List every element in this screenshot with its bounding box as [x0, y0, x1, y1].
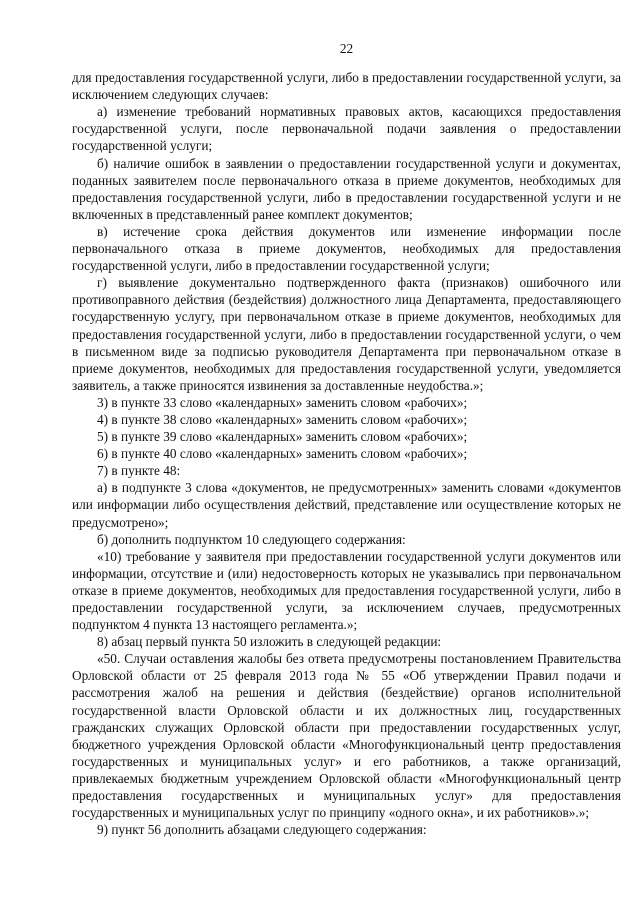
paragraph: а) изменение требований нормативных правовых актов, касающихся предоставления государственной услуги, после первоначальной подачи заявления о предоставлении государственной услуги; — [72, 104, 621, 154]
document-body — [72, 69, 621, 838]
paragraph: 9) пункт 56 дополнить абзацами следующего содержания: — [97, 822, 427, 838]
paragraph: «10) требование у заявителя при предоставлении государственной услуги документов или информации, отсутствие и (или) недостоверность которых не указывались при первоначальном отказе в приеме документов, необходимых для предоставления государственной услуги, либо в предоставлении государственной услуги, за исключением случаев, предусмотренных подпунктом 4 пункта 13 настоящего регламента.»; — [72, 548, 621, 633]
paragraph: 5) в пункте 39 слово «календарных» заменить словом «рабочих»; — [97, 429, 468, 445]
paragraph: б) дополнить подпунктом 10 следующего содержания: — [97, 531, 406, 547]
paragraph: г) выявление документально подтвержденного факта (признаков) ошибочного или противоправного действия (бездействия) должностного лица Департамента, предоставляющего государственную услугу, при первоначальном отказе в приеме документов, необходимых для предоставления государственной услуги, либо в предоставлении государственной услуги, о чем в письменном виде за подписью руководителя Департамента при первоначальном отказе в приеме документов, необходимых для предоставления государственной услуги, уведомляется заявитель, а также приносятся извинения за доставленные неудобства.»; — [72, 275, 621, 393]
paragraph: 6) в пункте 40 слово «календарных» заменить словом «рабочих»; — [97, 446, 468, 462]
paragraph: «50. Случаи оставления жалобы без ответа предусмотрены постановлением Правительства Орловской области от 25 февраля 2013 года № 55 «Об утверждении Правил подачи и рассмотрения жалоб на решения и действия (бездействие) органов исполнительной государственной власти Орловской области и их должностных лиц, государственных гражданских служащих Орловской области при предоставлении государственных услуг, бюджетного учреждения Орловской области «Многофункциональный центр предоставления государственных и муниципальных услуг» и его работников, а также организаций, привлекаемых бюджетным учреждением Орловской области «Многофункциональный центр предоставления государственных и муниципальных услуг» для предоставления государственных и муниципальных услуг по принципу «одного окна», и их работников».»; — [72, 651, 621, 821]
page-number: 22 — [339, 41, 354, 56]
paragraph: для предоставления государственной услуги, либо в предоставлении государственной услуги, за исключением следующих случаев: — [72, 70, 621, 103]
paragraph: 3) в пункте 33 слово «календарных» заменить словом «рабочих»; — [97, 394, 468, 410]
paragraph: 7) в пункте 48: — [97, 463, 181, 479]
paragraph: в) истечение срока действия документов или изменение информации после первоначального отказа в приеме документов, необходимых для предоставления государственной услуги, либо в предоставлении государственной услуги; — [72, 223, 621, 274]
paragraph: 4) в пункте 38 слово «календарных» заменить словом «рабочих»; — [97, 411, 468, 427]
paragraph: 8) абзац первый пункта 50 изложить в следующей редакции: — [97, 634, 442, 650]
document-page — [72, 40, 621, 838]
paragraph: б) наличие ошибок в заявлении о предоставлении государственной услуги и документах, поданных заявителем после первоначального отказа в приеме документов, необходимых для предоставления государственной услуги, либо в предоставлении государственной услуги и не включенных в представленный ранее комплект документов; — [72, 155, 621, 222]
paragraph: а) в подпункте 3 слова «документов, не предусмотренных» заменить словами «документов или информации либо осуществления действий, представление или осуществление которых не предусмотрено»; — [72, 480, 621, 530]
